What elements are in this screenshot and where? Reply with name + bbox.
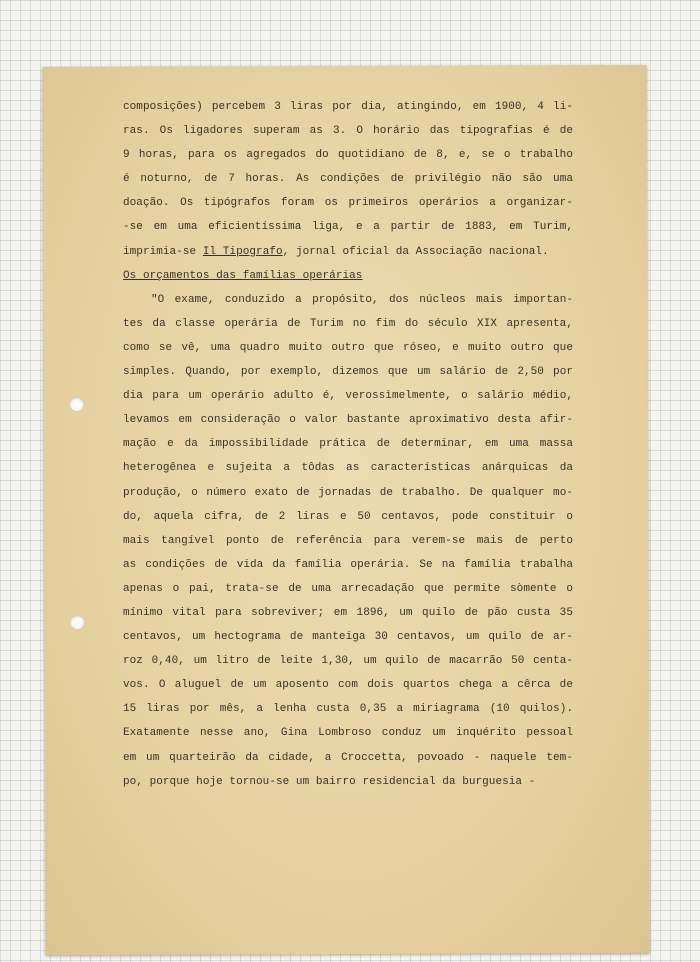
text-line: como se vê, uma quadro muito outro que róseo, e muito outro que <box>123 341 573 354</box>
text-line: em um quarteirão da cidade, a Croccetta, povoado - naquele tem- <box>123 751 573 764</box>
paragraph-1 <box>123 95 573 240</box>
text-line: ras. Os ligadores superam as 3. O horário das tipografias é de <box>123 125 573 138</box>
paragraph-2 <box>123 288 573 794</box>
text-line: mação e da impossibilidade prática de determinar, em uma massa <box>123 438 573 451</box>
text-line: doação. Os tipógrafos foram os primeiros operários a organizar- <box>123 197 573 210</box>
text-line: as condições de vida da família operária. Se na família trabalha <box>123 558 573 571</box>
punch-hole <box>70 397 84 411</box>
text-segment: , jornal oficial da Associação nacional. <box>282 245 549 258</box>
text-line: do, aquela cifra, de 2 liras e 50 centavos, pode constituir o <box>123 510 573 523</box>
text-line: levamos em consideração o valor bastante aproximativo desta afir- <box>123 414 573 427</box>
section-heading: Os orçamentos das famílias operárias <box>123 269 363 282</box>
punch-hole <box>70 615 84 629</box>
text-line: heterogênea e sujeita a tôdas as características anárquicas da <box>123 462 573 475</box>
text-line: simples. Quando, por exemplo, dizemos que um salário de 2,50 por <box>123 366 573 379</box>
journal-title: Il Tipografo <box>202 245 283 258</box>
text-line: apenas o pai, trata-se de uma arrecadação que permite sòmente o <box>123 582 573 595</box>
text-line: roz 0,40, um litro de leite 1,30, um quilo de macarrão 50 centa- <box>123 655 573 668</box>
text-line: "O exame, conduzido a propósito, dos núcleos mais importan- <box>151 293 573 306</box>
typed-text-body <box>123 95 573 794</box>
text-line: é noturno, de 7 horas. As condições de privilégio não são uma <box>123 173 573 186</box>
text-line: mínimo vital para sobreviver; em 1896, um quilo de pão custa 35 <box>123 606 573 619</box>
text-line: tes da classe operária de Turim no fim do século XIX apresenta, <box>123 317 573 330</box>
section-heading-line <box>123 264 573 288</box>
text-line: Exatamente nesse ano, Gina Lombroso conduz um inquérito pessoal <box>123 727 573 740</box>
text-line: mais tangível ponto de referência para verem-se mais de perto <box>123 534 573 547</box>
text-line: dia para um operário adulto é, verossìmelmente, o salário médio, <box>123 390 573 403</box>
text-line: vos. O aluguel de um aposento com dois quartos chega a cêrca de <box>123 679 573 692</box>
text-line: composições) percebem 3 liras por dia, atingindo, em 1900, 4 li- <box>123 101 573 113</box>
text-line: 9 horas, para os agregados do quotidiano de 8, e, se o trabalho <box>123 149 573 162</box>
text-line: 15 liras por mês, a lenha custa 0,35 a miriagrama (10 quilos). <box>123 703 573 716</box>
text-line: -se em uma eficientíssima liga, e a partir de 1883, em Turim, <box>123 221 573 234</box>
text-line: centavos, um hectograma de manteiga 30 centavos, um quilo de ar- <box>123 631 573 644</box>
text-line: po, porque hoje tornou-se um bairro residencial da burguesia - <box>123 775 536 788</box>
text-segment: imprimia-se <box>123 245 203 258</box>
text-line: produção, o número exato de jornadas de trabalho. De qualquer mo- <box>123 486 573 499</box>
title-line <box>123 240 573 264</box>
